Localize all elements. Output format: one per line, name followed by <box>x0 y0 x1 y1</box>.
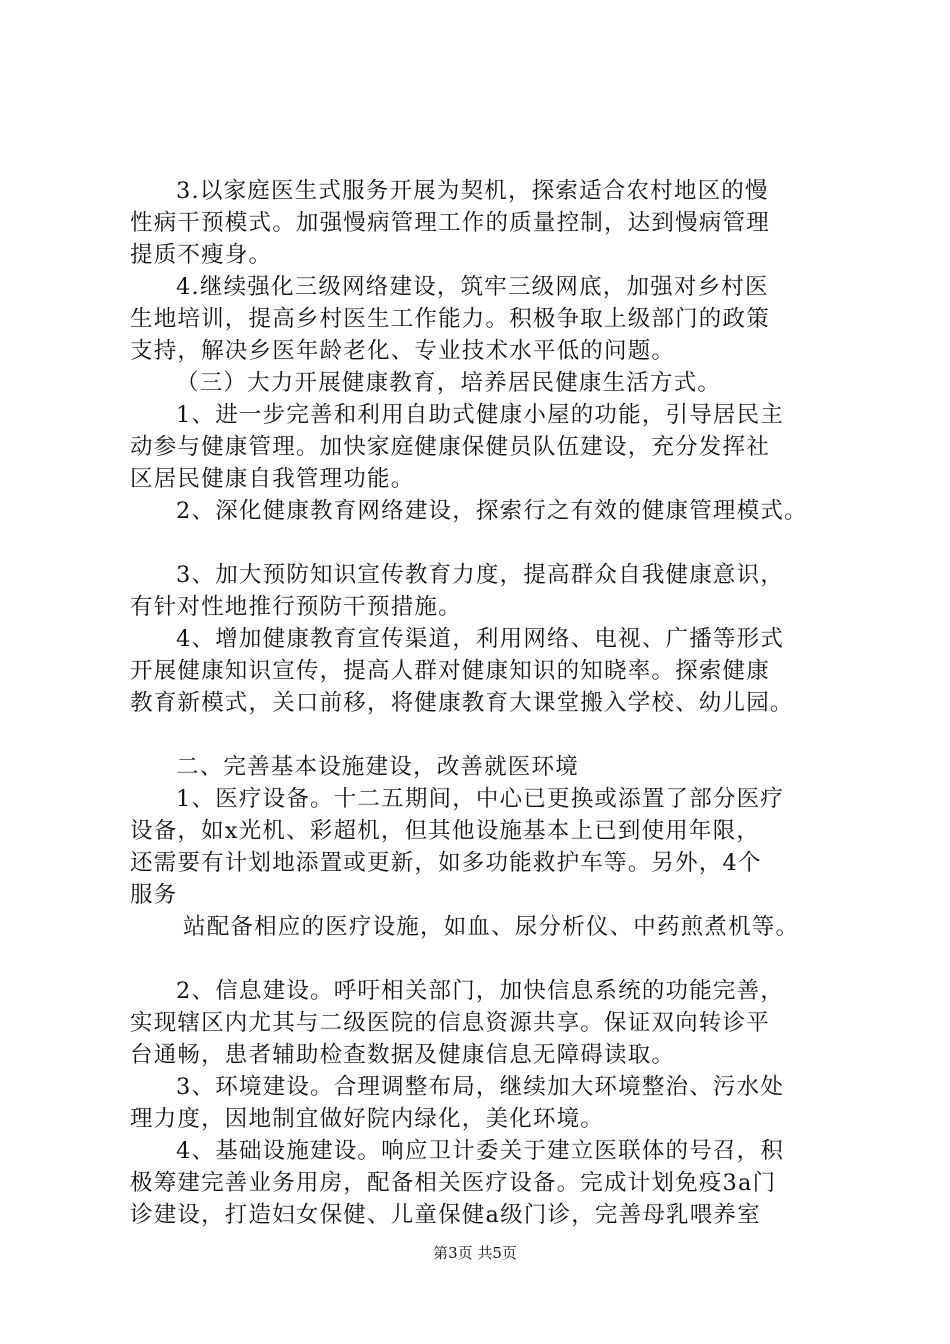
text-line: 性病干预模式。加强慢病管理工作的质量控制，达到慢病管理 <box>130 210 770 236</box>
text-line: 极筹建完善业务用房，配备相关医疗设备。完成计划免疫3a门 <box>130 1170 777 1196</box>
text-line: 4、增加健康教育宣传渠道，利用网络、电视、广播等形式 <box>176 626 785 652</box>
text-line: 2、信息建设。呼吁相关部门，加快信息系统的功能完善， <box>176 978 785 1004</box>
text-line: 区居民健康自我管理功能。 <box>130 466 415 492</box>
text-line: 实现辖区内尤其与二级医院的信息资源共享。保证双向转诊平 <box>130 1010 770 1036</box>
text-line: 3.以家庭医生式服务开展为契机，探索适合农村地区的慢 <box>176 178 769 204</box>
text-line: 1、进一步完善和利用自助式健康小屋的功能，引导居民主 <box>176 402 785 428</box>
text-line: 教育新模式，关口前移，将健康教育大课堂搬入学校、幼儿园。 <box>130 690 794 716</box>
text-line: 4、基础设施建设。响应卫计委关于建立医联体的号召，积 <box>176 1138 785 1164</box>
text-line: 提质不瘦身。 <box>130 242 273 268</box>
text-line: 支持，解决乡医年龄老化、专业技术水平低的问题。 <box>130 338 676 364</box>
text-line: 诊建设，打造妇女保健、儿童保健a级门诊，完善母乳喂养室 <box>130 1202 761 1228</box>
section-heading: 二、完善基本设施建设，改善就医环境 <box>176 754 579 780</box>
text-line: 站配备相应的医疗设施，如血、尿分析仪、中药煎煮机等。 <box>183 914 800 940</box>
text-line: 台通畅，患者辅助检查数据及健康信息无障碍读取。 <box>130 1042 676 1068</box>
text-line: 有针对性地推行预防干预措施。 <box>130 594 462 620</box>
text-line: 生地培训，提高乡村医生工作能力。积极争取上级部门的政策 <box>130 306 770 332</box>
text-line: 3、加大预防知识宣传教育力度，提高群众自我健康意识， <box>176 562 785 588</box>
text-line: 理力度，因地制宜做好院内绿化，美化环境。 <box>130 1106 605 1132</box>
text-line: 开展健康知识宣传，提高人群对健康知识的知晓率。探索健康 <box>130 658 770 684</box>
text-line: 2、深化健康教育网络建设，探索行之有效的健康管理模式。 <box>176 498 808 524</box>
text-line: 3、环境建设。合理调整布局，继续加大环境整治、污水处 <box>176 1074 785 1100</box>
page-footer: 第3页 共5页 <box>433 1244 517 1262</box>
text-line: 动参与健康管理。加快家庭健康保健员队伍建设，充分发挥社 <box>130 434 770 460</box>
text-line: 还需要有计划地添置或更新，如多功能救护车等。另外，4个 <box>130 850 762 876</box>
text-line: 服务 <box>130 882 178 908</box>
text-line: 设备，如x光机、彩超机，但其他设施基本上已到使用年限， <box>130 818 761 844</box>
text-line: 1、医疗设备。十二五期间，中心已更换或添置了部分医疗 <box>176 786 785 812</box>
text-line: 4.继续强化三级网络建设，筑牢三级网底，加强对乡村医 <box>176 274 769 300</box>
section-heading: （三）大力开展健康教育，培养居民健康生活方式。 <box>176 370 722 396</box>
